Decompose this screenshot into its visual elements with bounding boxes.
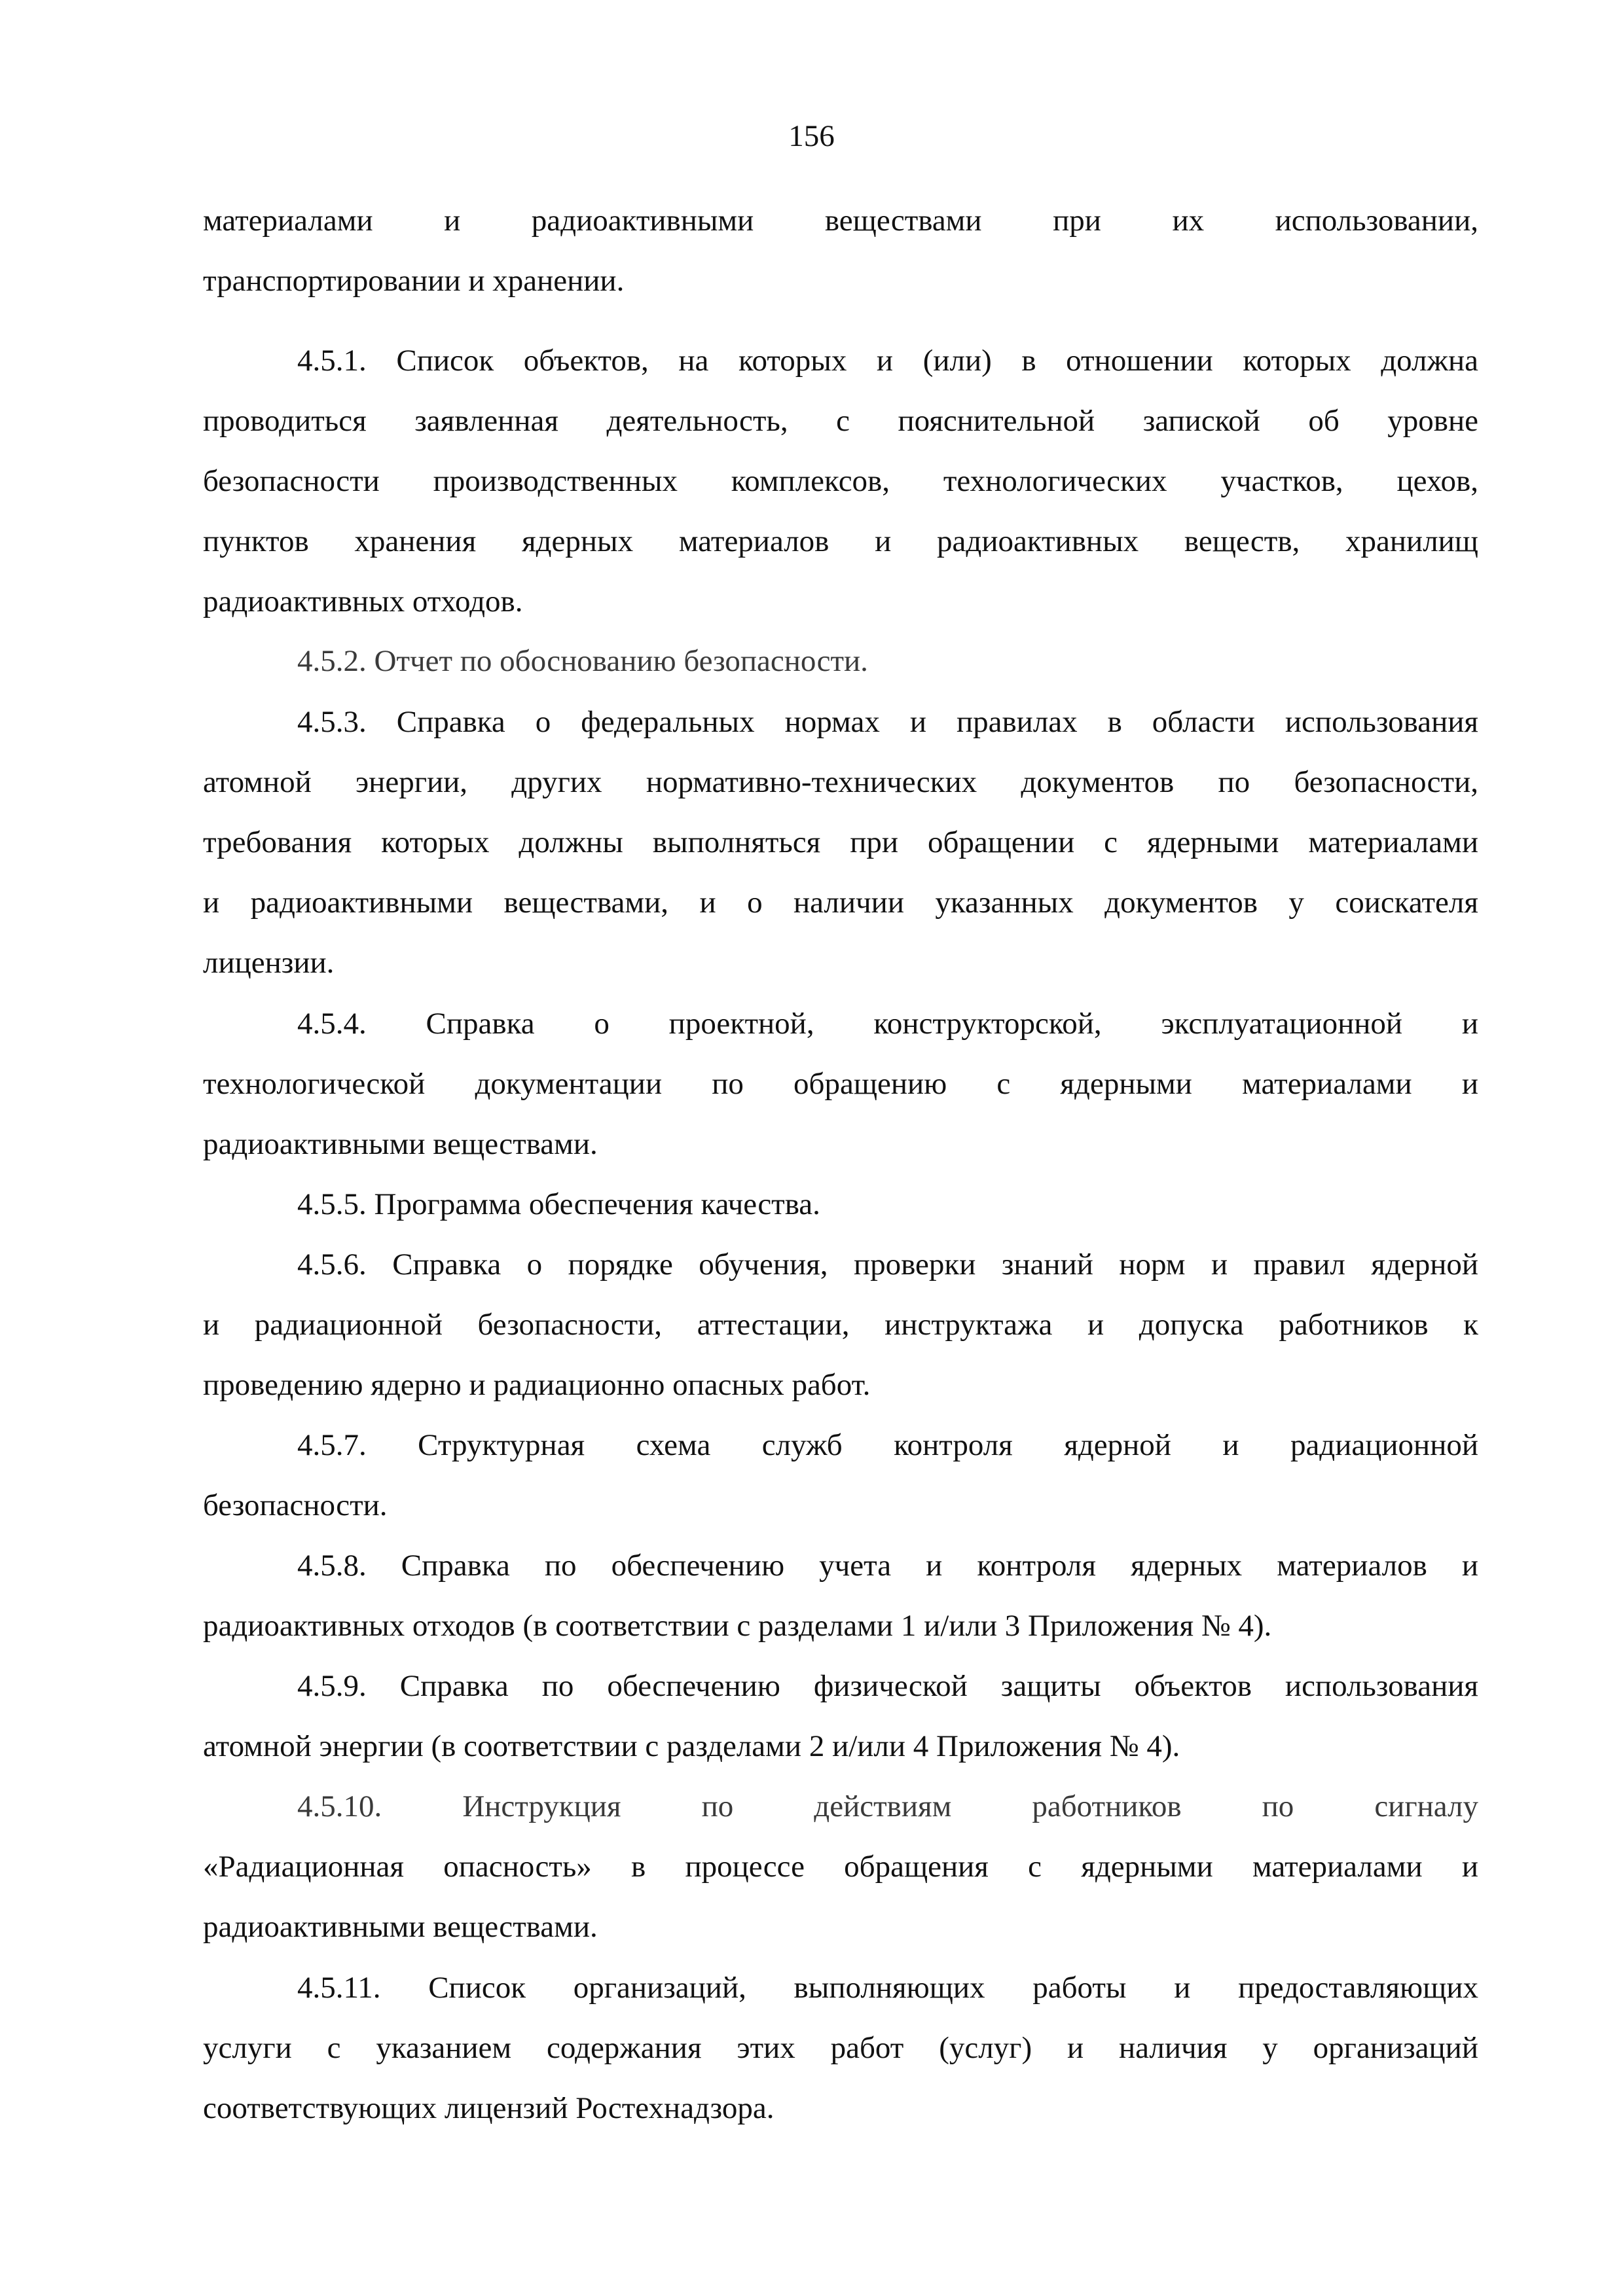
text-line: 4.5.11. Список организаций, выполняющих работы и предоставляющих (297, 1971, 1478, 2005)
text-line: 4.5.9. Справка по обеспечению физической защиты объектов использования (297, 1669, 1478, 1703)
text-line: 4.5.1. Список объектов, на которых и (или) в отношении которых должна (297, 344, 1478, 378)
text-line: радиоактивными веществами. (203, 1127, 598, 1161)
page-number: 156 (788, 119, 835, 153)
text-line: «Радиационная опасность» в процессе обращения с ядерными материалами и (203, 1850, 1478, 1884)
text-line: лицензии. (203, 946, 335, 980)
text-line: 4.5.10. Инструкция по действиям работников по сигналу (297, 1789, 1478, 1823)
text-line: технологической документации по обращению с ядерными материалами и (203, 1067, 1478, 1101)
text-line: 4.5.4. Справка о проектной, конструкторской, эксплуатационной и (297, 1007, 1478, 1041)
text-line: радиоактивными веществами. (203, 1910, 598, 1944)
text-line: требования которых должны выполняться при обращении с ядерными материалами (203, 825, 1478, 859)
text-line: атомной энергии, других нормативно-технических документов по безопасности, (203, 765, 1478, 799)
text-line: 4.5.8. Справка по обеспечению учета и контроля ядерных материалов и (297, 1549, 1478, 1583)
text-line: и радиационной безопасности, аттестации, инструктажа и допуска работников к (203, 1308, 1478, 1342)
text-line: проводиться заявленная деятельность, с пояснительной запиской об уровне (203, 404, 1478, 438)
text-line: радиоактивных отходов (в соответствии с разделами 1 и/или 3 Приложения № 4). (203, 1609, 1272, 1643)
text-line: безопасности производственных комплексов, технологических участков, цехов, (203, 464, 1478, 498)
text-line: 4.5.5. Программа обеспечения качества. (297, 1187, 820, 1221)
text-line: 4.5.2. Отчет по обоснованию безопасности. (297, 644, 868, 678)
text-line: атомной энергии (в соответствии с разделами 2 и/или 4 Приложения № 4). (203, 1729, 1180, 1763)
text-line: и радиоактивными веществами, и о наличии указанных документов у соискателя (203, 886, 1478, 920)
text-line: 4.5.6. Справка о порядке обучения, проверки знаний норм и правил ядерной (297, 1247, 1478, 1282)
text-line: безопасности. (203, 1488, 388, 1522)
text-line: услуги с указанием содержания этих работ (услуг) и наличия у организаций (203, 2031, 1478, 2065)
text-line: радиоактивных отходов. (203, 584, 523, 619)
text-line: проведению ядерно и радиационно опасных работ. (203, 1368, 871, 1402)
text-line: пунктов хранения ядерных материалов и радиоактивных веществ, хранилищ (203, 524, 1478, 558)
text-line: соответствующих лицензий Ростехнадзора. (203, 2091, 775, 2125)
text-line: материалами и радиоактивными веществами при их использовании, (203, 204, 1478, 238)
text-line: 4.5.3. Справка о федеральных нормах и правилах в области использования (297, 705, 1478, 739)
text-line: транспортировании и хранении. (203, 264, 625, 298)
text-line: 4.5.7. Структурная схема служб контроля ядерной и радиационной (297, 1428, 1478, 1462)
